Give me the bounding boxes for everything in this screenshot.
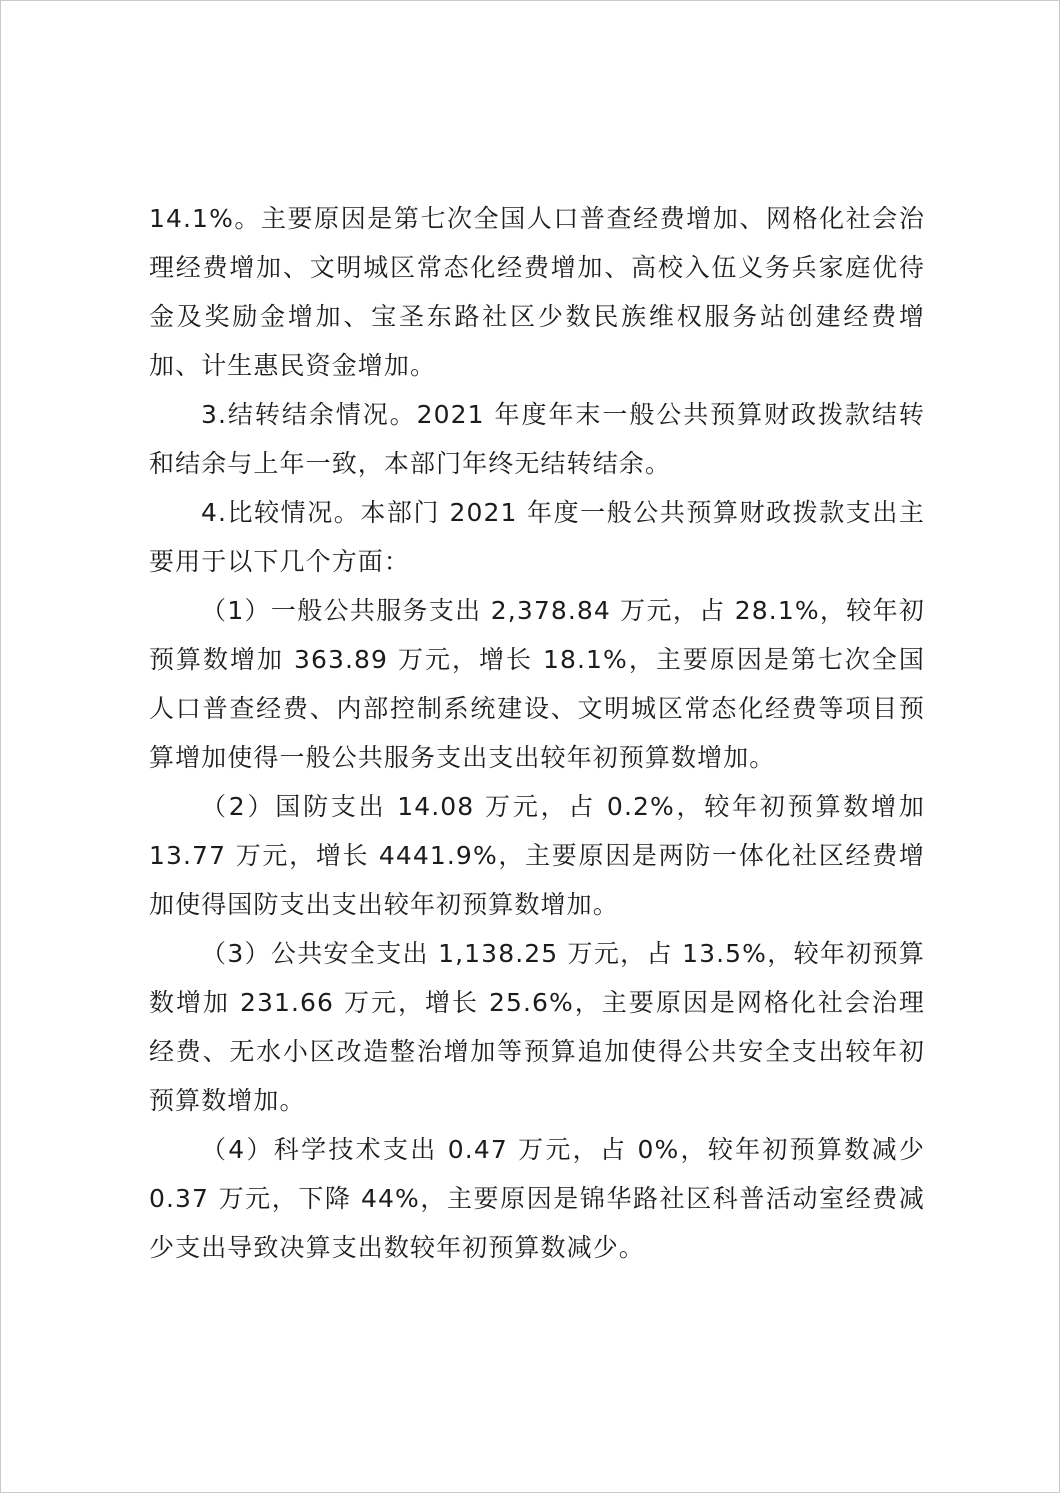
paragraph-science-technology: （4）科学技术支出 0.47 万元，占 0%，较年初预算数减少 0.37 万元，下降 44%，主要原因是锦华路社区科普活动室经费减少支出导致决算支出数较年初预算数减少。: [149, 1135, 925, 1262]
paragraph-general-public-services: （1）一般公共服务支出 2,378.84 万元，占 28.1%，较年初预算数增加 363.89 万元，增长 18.1%，主要原因是第七次全国人口普查经费、内部控制系统建设、文明城区常态化经费等项目预算增加使得一般公共服务支出支出较年初预算数增加。: [149, 596, 925, 772]
paragraph-carryover-balance: 3.结转结余情况。2021 年度年末一般公共预算财政拨款结转和结余与上年一致，本部门年终无结转结余。: [149, 400, 925, 478]
paragraph-population-census-reasons: 14.1%。主要原因是第七次全国人口普查经费增加、网格化社会治理经费增加、文明城区常态化经费增加、高校入伍义务兵家庭优待金及奖励金增加、宝圣东路社区少数民族维权服务站创建经费增加、计生惠民资金增加。: [149, 204, 925, 380]
paragraph-public-security: （3）公共安全支出 1,138.25 万元，占 13.5%，较年初预算数增加 231.66 万元，增长 25.6%，主要原因是网格化社会治理经费、无水小区改造整治增加等预算追加使得公共安全支出较年初预算数增加。: [149, 939, 925, 1115]
paragraph-comparison-intro: 4.比较情况。本部门 2021 年度一般公共预算财政拨款支出主要用于以下几个方面：: [149, 498, 925, 576]
paragraph-national-defense: （2）国防支出 14.08 万元，占 0.2%，较年初预算数增加 13.77 万元，增长 4441.9%，主要原因是两防一体化社区经费增加使得国防支出支出较年初预算数增加。: [149, 792, 925, 919]
document-body: [149, 194, 925, 1272]
